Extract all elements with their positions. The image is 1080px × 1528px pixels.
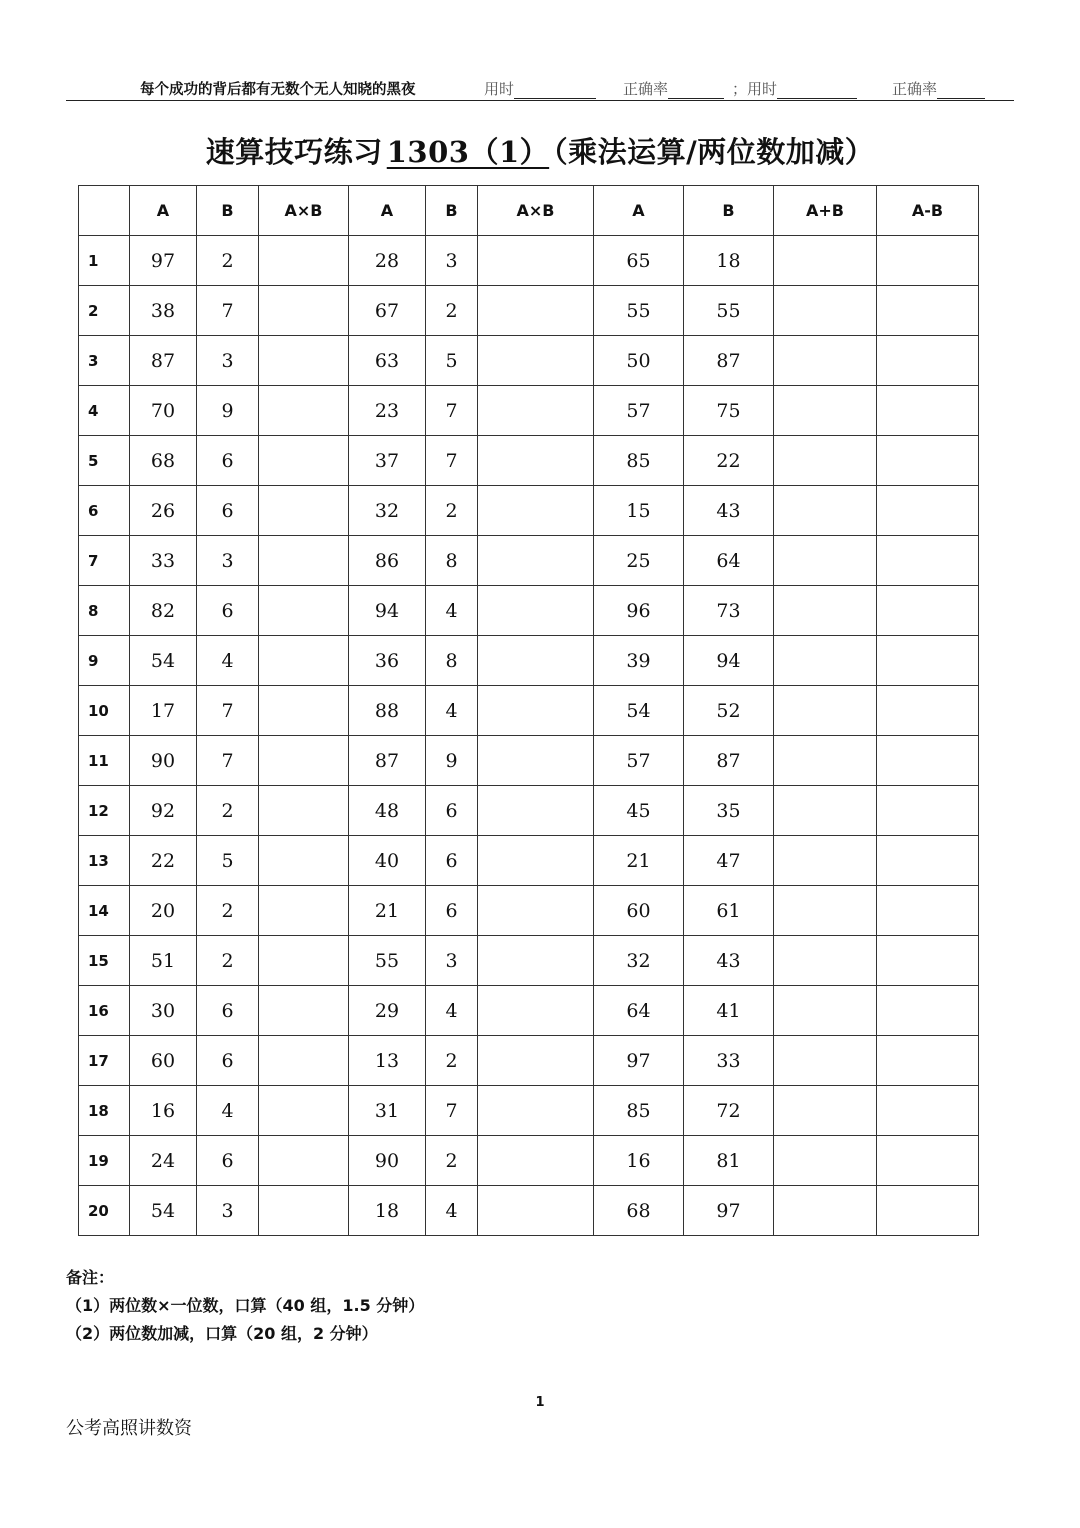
cell-a-3: 32 — [594, 936, 684, 986]
cell-b-2: 7 — [426, 386, 478, 436]
answer-product-2[interactable] — [478, 236, 594, 286]
answer-product-2[interactable] — [478, 386, 594, 436]
cell-a-2: 48 — [349, 786, 426, 836]
cell-a-1: 38 — [130, 286, 197, 336]
cell-a-2: 31 — [349, 1086, 426, 1136]
accuracy-blank-2[interactable] — [937, 83, 985, 99]
cell-b-1: 6 — [197, 586, 259, 636]
answer-product-2[interactable] — [478, 836, 594, 886]
cell-b-3: 22 — [684, 436, 774, 486]
answer-sum[interactable] — [774, 836, 877, 886]
cell-b-1: 5 — [197, 836, 259, 886]
cell-a-2: 21 — [349, 886, 426, 936]
cell-b-3: 64 — [684, 536, 774, 586]
cell-b-3: 61 — [684, 886, 774, 936]
row-index: 4 — [79, 386, 130, 436]
time-label-2: 用时 — [747, 80, 778, 98]
time-field-2 — [732, 78, 857, 99]
cell-b-2: 6 — [426, 886, 478, 936]
note-line-2: （2）两位数加减，口算（20 组，2 分钟） — [66, 1324, 378, 1343]
cell-a-3: 45 — [594, 786, 684, 836]
answer-product-1[interactable] — [259, 736, 349, 786]
cell-a-3: 39 — [594, 636, 684, 686]
time-blank-1[interactable] — [514, 83, 596, 99]
table-row — [79, 986, 979, 1036]
answer-product-1[interactable] — [259, 636, 349, 686]
cell-a-2: 32 — [349, 486, 426, 536]
answer-difference[interactable] — [877, 336, 979, 386]
table-row — [79, 1086, 979, 1136]
cell-b-1: 6 — [197, 436, 259, 486]
answer-sum[interactable] — [774, 1086, 877, 1136]
cell-a-3: 16 — [594, 1136, 684, 1186]
answer-sum[interactable] — [774, 536, 877, 586]
cell-a-3: 85 — [594, 436, 684, 486]
notes-label: 备注： — [66, 1268, 115, 1287]
answer-product-2[interactable] — [478, 1036, 594, 1086]
cell-b-1: 7 — [197, 686, 259, 736]
cell-b-2: 8 — [426, 536, 478, 586]
cell-a-1: 16 — [130, 1086, 197, 1136]
answer-product-2[interactable] — [478, 336, 594, 386]
cell-b-1: 7 — [197, 736, 259, 786]
cell-b-3: 33 — [684, 1036, 774, 1086]
page-title — [0, 130, 1080, 171]
cell-a-2: 87 — [349, 736, 426, 786]
table-row — [79, 636, 979, 686]
header-a-3: A — [594, 186, 684, 236]
table-header-row — [79, 186, 979, 236]
cell-a-1: 97 — [130, 236, 197, 286]
header-b-1: B — [197, 186, 259, 236]
cell-a-2: 55 — [349, 936, 426, 986]
cell-a-3: 25 — [594, 536, 684, 586]
time-field-1 — [484, 78, 596, 99]
practice-table — [78, 185, 979, 1236]
answer-product-1[interactable] — [259, 936, 349, 986]
cell-b-1: 4 — [197, 636, 259, 686]
header-index — [79, 186, 130, 236]
table-row — [79, 686, 979, 736]
row-index: 1 — [79, 236, 130, 286]
page-number: 1 — [535, 1395, 545, 1410]
cell-b-2: 2 — [426, 1036, 478, 1086]
answer-sum[interactable] — [774, 636, 877, 686]
row-index: 14 — [79, 886, 130, 936]
cell-a-3: 68 — [594, 1186, 684, 1236]
answer-product-1[interactable] — [259, 836, 349, 886]
table-row — [79, 336, 979, 386]
answer-difference[interactable] — [877, 836, 979, 886]
notes — [66, 1264, 424, 1348]
cell-b-3: 18 — [684, 236, 774, 286]
title-suffix: （乘法运算/两位数加减） — [553, 135, 875, 169]
header-a-1: A — [130, 186, 197, 236]
table-row — [79, 1186, 979, 1236]
cell-b-3: 87 — [684, 736, 774, 786]
cell-b-3: 55 — [684, 286, 774, 336]
cell-b-3: 43 — [684, 486, 774, 536]
note-line-1: （1）两位数×一位数，口算（40 组，1.5 分钟） — [66, 1296, 425, 1315]
answer-product-2[interactable] — [478, 636, 594, 686]
row-index: 11 — [79, 736, 130, 786]
accuracy-field-1 — [623, 78, 724, 99]
cell-a-1: 51 — [130, 936, 197, 986]
cell-a-1: 26 — [130, 486, 197, 536]
cell-b-3: 35 — [684, 786, 774, 836]
row-index: 13 — [79, 836, 130, 886]
cell-a-1: 17 — [130, 686, 197, 736]
row-index: 5 — [79, 436, 130, 486]
answer-product-2[interactable] — [478, 886, 594, 936]
answer-product-1[interactable] — [259, 586, 349, 636]
row-index: 8 — [79, 586, 130, 636]
cell-b-1: 6 — [197, 486, 259, 536]
page-header — [66, 76, 1014, 101]
answer-product-2[interactable] — [478, 736, 594, 786]
answer-product-1[interactable] — [259, 386, 349, 436]
cell-b-1: 2 — [197, 936, 259, 986]
cell-a-1: 90 — [130, 736, 197, 786]
cell-b-1: 6 — [197, 1136, 259, 1186]
cell-a-3: 15 — [594, 486, 684, 536]
separator: ； — [732, 80, 748, 98]
table-row — [79, 586, 979, 636]
answer-sum[interactable] — [774, 686, 877, 736]
cell-a-2: 36 — [349, 636, 426, 686]
answer-product-2[interactable] — [478, 786, 594, 836]
cell-a-2: 40 — [349, 836, 426, 886]
cell-b-2: 7 — [426, 436, 478, 486]
header-a-2: A — [349, 186, 426, 236]
cell-b-2: 8 — [426, 636, 478, 686]
cell-a-2: 18 — [349, 1186, 426, 1236]
row-index: 3 — [79, 336, 130, 386]
answer-difference[interactable] — [877, 586, 979, 636]
answer-product-2[interactable] — [478, 1136, 594, 1186]
table-row — [79, 436, 979, 486]
answer-product-2[interactable] — [478, 586, 594, 636]
cell-b-2: 4 — [426, 1186, 478, 1236]
answer-product-2[interactable] — [478, 986, 594, 1036]
header-b-2: B — [426, 186, 478, 236]
cell-a-2: 37 — [349, 436, 426, 486]
header-difference: A-B — [877, 186, 979, 236]
answer-difference[interactable] — [877, 736, 979, 786]
cell-b-2: 2 — [426, 1136, 478, 1186]
cell-b-2: 4 — [426, 586, 478, 636]
table-row — [79, 736, 979, 786]
row-index: 7 — [79, 536, 130, 586]
cell-a-1: 70 — [130, 386, 197, 436]
answer-product-1[interactable] — [259, 1186, 349, 1236]
cell-b-2: 9 — [426, 736, 478, 786]
row-index: 10 — [79, 686, 130, 736]
cell-a-2: 13 — [349, 1036, 426, 1086]
cell-b-1: 9 — [197, 386, 259, 436]
row-index: 16 — [79, 986, 130, 1036]
cell-a-3: 96 — [594, 586, 684, 636]
cell-a-3: 54 — [594, 686, 684, 736]
answer-product-2[interactable] — [478, 1086, 594, 1136]
answer-product-2[interactable] — [478, 286, 594, 336]
answer-product-1[interactable] — [259, 486, 349, 536]
title-number: 1303（1） — [386, 135, 550, 169]
cell-b-3: 94 — [684, 636, 774, 686]
cell-b-1: 6 — [197, 1036, 259, 1086]
cell-a-2: 86 — [349, 536, 426, 586]
cell-a-2: 63 — [349, 336, 426, 386]
cell-a-1: 92 — [130, 786, 197, 836]
cell-a-1: 54 — [130, 1186, 197, 1236]
cell-b-3: 81 — [684, 1136, 774, 1186]
header-product-2: A×B — [478, 186, 594, 236]
cell-a-3: 57 — [594, 386, 684, 436]
cell-a-3: 50 — [594, 336, 684, 386]
answer-difference[interactable] — [877, 236, 979, 286]
cell-a-2: 29 — [349, 986, 426, 1036]
answer-sum[interactable] — [774, 1186, 877, 1236]
answer-sum[interactable] — [774, 486, 877, 536]
cell-a-1: 60 — [130, 1036, 197, 1086]
cell-a-1: 20 — [130, 886, 197, 936]
answer-product-1[interactable] — [259, 236, 349, 286]
cell-b-1: 2 — [197, 236, 259, 286]
cell-b-3: 72 — [684, 1086, 774, 1136]
answer-product-1[interactable] — [259, 1136, 349, 1186]
answer-product-2[interactable] — [478, 1186, 594, 1236]
answer-sum[interactable] — [774, 886, 877, 936]
header-b-3: B — [684, 186, 774, 236]
answer-sum[interactable] — [774, 436, 877, 486]
cell-b-3: 87 — [684, 336, 774, 386]
table-row — [79, 936, 979, 986]
answer-product-2[interactable] — [478, 486, 594, 536]
row-index: 20 — [79, 1186, 130, 1236]
cell-a-1: 68 — [130, 436, 197, 486]
answer-sum[interactable] — [774, 986, 877, 1036]
answer-product-2[interactable] — [478, 436, 594, 486]
cell-b-2: 3 — [426, 936, 478, 986]
answer-product-1[interactable] — [259, 686, 349, 736]
cell-a-3: 97 — [594, 1036, 684, 1086]
cell-a-2: 28 — [349, 236, 426, 286]
cell-a-2: 67 — [349, 286, 426, 336]
cell-b-3: 73 — [684, 586, 774, 636]
table-row — [79, 1136, 979, 1186]
answer-difference[interactable] — [877, 636, 979, 686]
footer-text: 公考高照讲数资 — [66, 1418, 192, 1439]
answer-sum[interactable] — [774, 336, 877, 386]
answer-product-2[interactable] — [478, 936, 594, 986]
answer-product-1[interactable] — [259, 1036, 349, 1086]
accuracy-label-1: 正确率 — [623, 80, 669, 98]
cell-b-3: 75 — [684, 386, 774, 436]
answer-sum[interactable] — [774, 1136, 877, 1186]
cell-b-3: 52 — [684, 686, 774, 736]
answer-product-1[interactable] — [259, 336, 349, 386]
answer-difference[interactable] — [877, 1036, 979, 1086]
accuracy-label-2: 正确率 — [892, 80, 938, 98]
motto: 每个成功的背后都有无数个无人知晓的黑夜 — [140, 82, 416, 98]
cell-a-3: 57 — [594, 736, 684, 786]
cell-a-3: 64 — [594, 986, 684, 1036]
header-sum: A+B — [774, 186, 877, 236]
answer-product-1[interactable] — [259, 436, 349, 486]
cell-a-1: 30 — [130, 986, 197, 1036]
answer-sum[interactable] — [774, 1036, 877, 1086]
row-index: 18 — [79, 1086, 130, 1136]
cell-b-2: 6 — [426, 786, 478, 836]
table-row — [79, 786, 979, 836]
answer-product-1[interactable] — [259, 986, 349, 1036]
cell-a-3: 85 — [594, 1086, 684, 1136]
answer-sum[interactable] — [774, 286, 877, 336]
cell-b-1: 3 — [197, 336, 259, 386]
cell-b-2: 5 — [426, 336, 478, 386]
row-index: 6 — [79, 486, 130, 536]
cell-a-2: 23 — [349, 386, 426, 436]
title-prefix: 速算技巧练习 — [205, 135, 383, 169]
answer-difference[interactable] — [877, 486, 979, 536]
header-product-1: A×B — [259, 186, 349, 236]
cell-b-1: 3 — [197, 1186, 259, 1236]
cell-b-2: 2 — [426, 286, 478, 336]
time-blank-2[interactable] — [777, 83, 857, 99]
answer-difference[interactable] — [877, 1136, 979, 1186]
answer-difference[interactable] — [877, 886, 979, 936]
cell-a-1: 33 — [130, 536, 197, 586]
cell-a-1: 82 — [130, 586, 197, 636]
cell-b-2: 6 — [426, 836, 478, 886]
table-row — [79, 536, 979, 586]
cell-b-3: 97 — [684, 1186, 774, 1236]
answer-product-2[interactable] — [478, 536, 594, 586]
cell-b-2: 4 — [426, 986, 478, 1036]
answer-sum[interactable] — [774, 736, 877, 786]
answer-product-1[interactable] — [259, 536, 349, 586]
answer-sum[interactable] — [774, 936, 877, 986]
answer-difference[interactable] — [877, 1186, 979, 1236]
cell-a-2: 88 — [349, 686, 426, 736]
cell-a-3: 21 — [594, 836, 684, 886]
answer-difference[interactable] — [877, 1086, 979, 1136]
cell-b-2: 3 — [426, 236, 478, 286]
accuracy-blank-1[interactable] — [668, 83, 724, 99]
answer-sum[interactable] — [774, 236, 877, 286]
table-row — [79, 286, 979, 336]
time-label-1: 用时 — [484, 80, 515, 98]
row-index: 2 — [79, 286, 130, 336]
cell-b-1: 3 — [197, 536, 259, 586]
cell-a-1: 24 — [130, 1136, 197, 1186]
table-row — [79, 886, 979, 936]
cell-b-1: 7 — [197, 286, 259, 336]
row-index: 12 — [79, 786, 130, 836]
cell-b-1: 6 — [197, 986, 259, 1036]
answer-product-1[interactable] — [259, 786, 349, 836]
cell-a-3: 60 — [594, 886, 684, 936]
row-index: 17 — [79, 1036, 130, 1086]
cell-a-2: 90 — [349, 1136, 426, 1186]
answer-difference[interactable] — [877, 686, 979, 736]
answer-product-1[interactable] — [259, 1086, 349, 1136]
answer-difference[interactable] — [877, 936, 979, 986]
answer-sum[interactable] — [774, 386, 877, 436]
answer-product-2[interactable] — [478, 686, 594, 736]
row-index: 19 — [79, 1136, 130, 1186]
answer-sum[interactable] — [774, 586, 877, 636]
answer-difference[interactable] — [877, 786, 979, 836]
accuracy-field-2 — [892, 78, 985, 99]
cell-b-2: 7 — [426, 1086, 478, 1136]
row-index: 9 — [79, 636, 130, 686]
answer-difference[interactable] — [877, 536, 979, 586]
answer-product-1[interactable] — [259, 886, 349, 936]
cell-b-1: 4 — [197, 1086, 259, 1136]
cell-a-1: 22 — [130, 836, 197, 886]
cell-b-2: 4 — [426, 686, 478, 736]
answer-sum[interactable] — [774, 786, 877, 836]
cell-a-3: 55 — [594, 286, 684, 336]
table-row — [79, 386, 979, 436]
answer-difference[interactable] — [877, 386, 979, 436]
row-index: 15 — [79, 936, 130, 986]
answer-difference[interactable] — [877, 986, 979, 1036]
cell-b-1: 2 — [197, 886, 259, 936]
answer-product-1[interactable] — [259, 286, 349, 336]
answer-difference[interactable] — [877, 286, 979, 336]
cell-b-1: 2 — [197, 786, 259, 836]
table-row — [79, 1036, 979, 1086]
cell-a-1: 54 — [130, 636, 197, 686]
cell-b-3: 47 — [684, 836, 774, 886]
cell-a-1: 87 — [130, 336, 197, 386]
cell-a-3: 65 — [594, 236, 684, 286]
table-row — [79, 486, 979, 536]
table-row — [79, 836, 979, 886]
table-row — [79, 236, 979, 286]
answer-difference[interactable] — [877, 436, 979, 486]
cell-b-3: 43 — [684, 936, 774, 986]
cell-a-2: 94 — [349, 586, 426, 636]
cell-b-2: 2 — [426, 486, 478, 536]
cell-b-3: 41 — [684, 986, 774, 1036]
